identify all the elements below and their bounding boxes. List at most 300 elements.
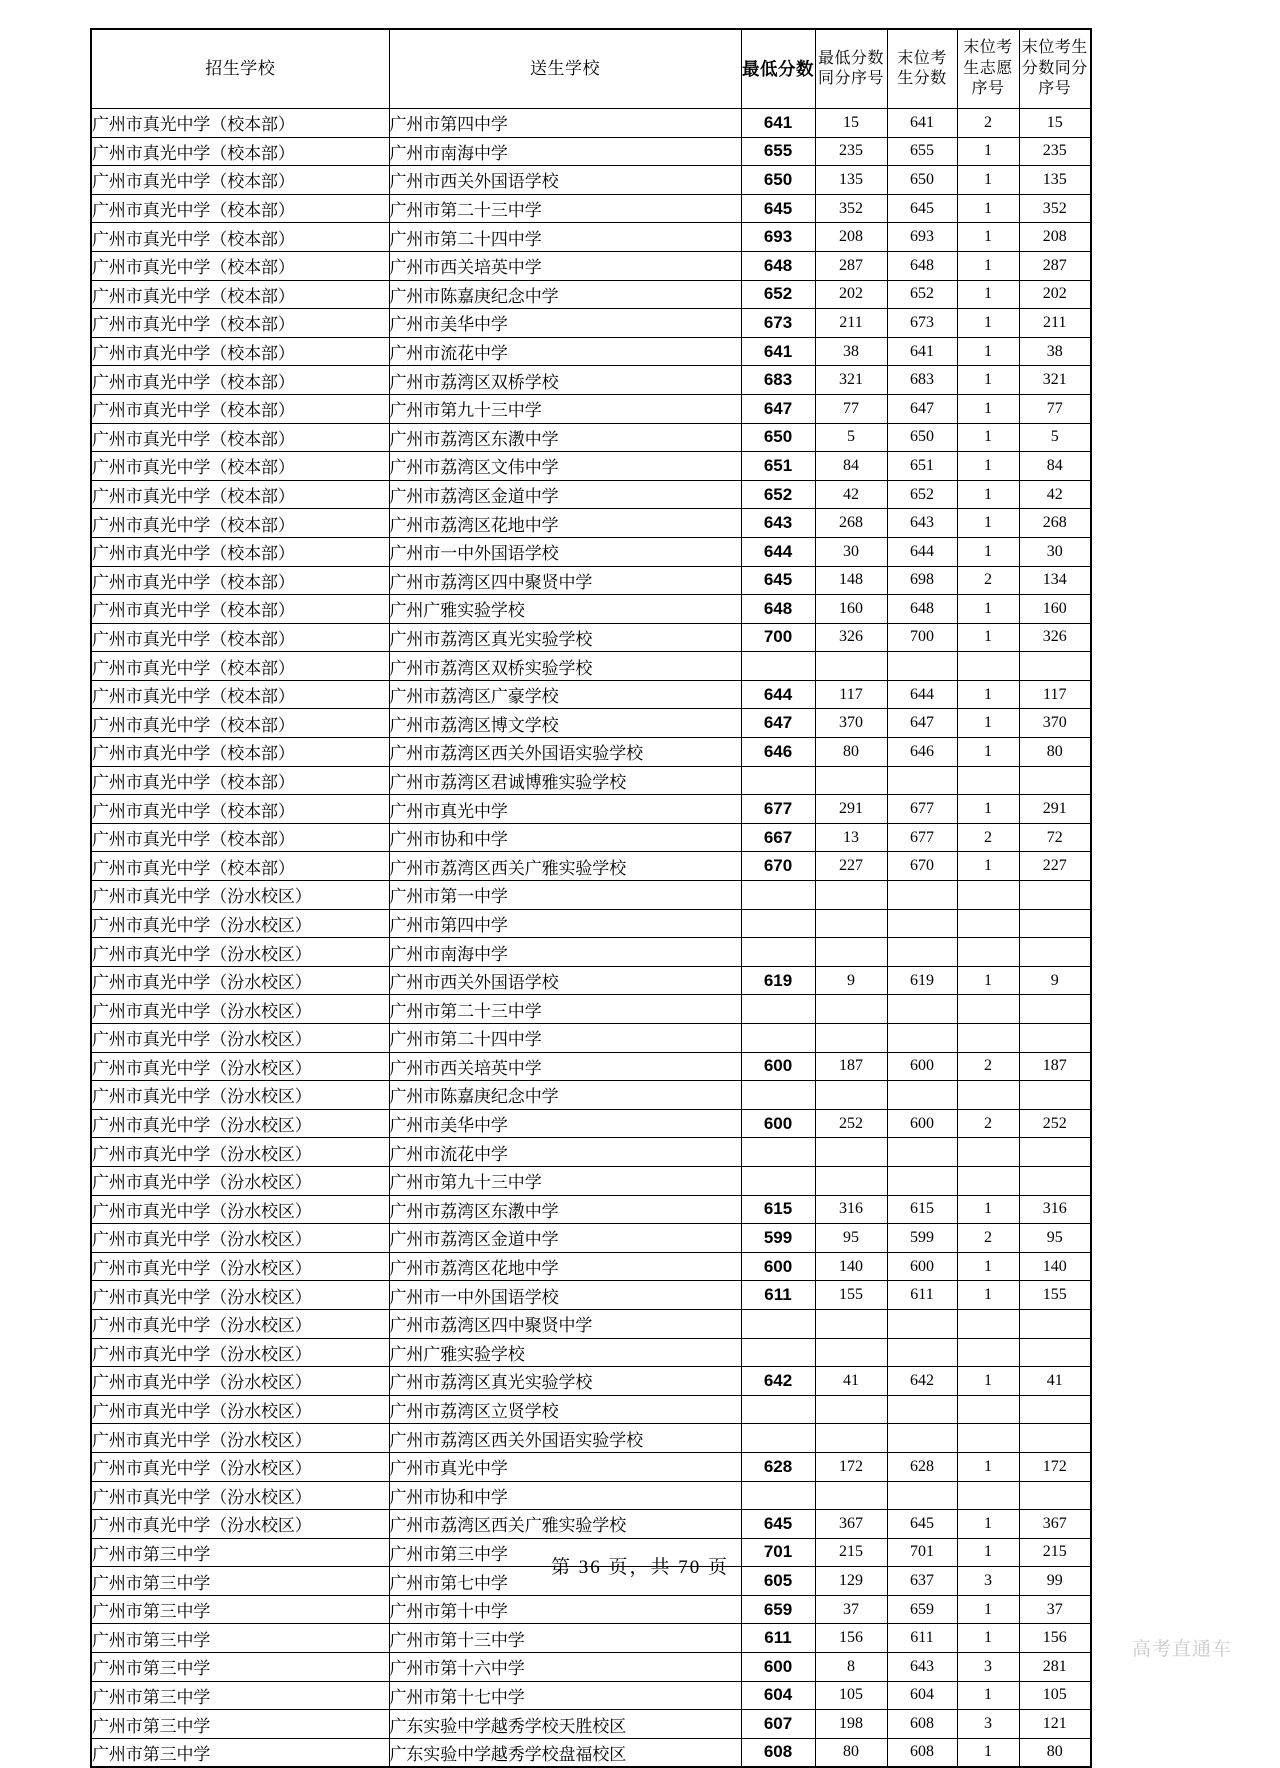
cell-last_student_same_rank: 105	[1019, 1681, 1091, 1710]
cell-admit_school: 广州市真光中学（汾水校区）	[91, 1309, 389, 1338]
table-row	[91, 938, 1091, 967]
table-row	[91, 1138, 1091, 1167]
cell-last_student_score: 643	[887, 509, 957, 538]
cell-last_student_wish_rank	[957, 1481, 1019, 1510]
table-row	[91, 1281, 1091, 1310]
cell-send_school: 广州市南海中学	[389, 938, 741, 967]
cell-last_student_wish_rank: 2	[957, 109, 1019, 138]
cell-last_student_same_rank: 316	[1019, 1195, 1091, 1224]
cell-last_student_wish_rank: 1	[957, 1281, 1019, 1310]
cell-min_score: 645	[741, 194, 815, 223]
table-row	[91, 652, 1091, 681]
cell-last_student_wish_rank: 1	[957, 595, 1019, 624]
cell-last_student_same_rank: 215	[1019, 1538, 1091, 1567]
cell-send_school: 广州市荔湾区金道中学	[389, 1224, 741, 1253]
cell-admit_school: 广州市真光中学（汾水校区）	[91, 938, 389, 967]
cell-send_school: 广州市流花中学	[389, 337, 741, 366]
cell-send_school: 广州市陈嘉庚纪念中学	[389, 1081, 741, 1110]
table-row	[91, 109, 1091, 138]
cell-min_score	[741, 1395, 815, 1424]
cell-min_score_same_rank: 9	[815, 966, 887, 995]
table-row	[91, 738, 1091, 767]
cell-min_score: 667	[741, 823, 815, 852]
cell-admit_school: 广州市真光中学（校本部）	[91, 652, 389, 681]
cell-send_school: 广州市第十六中学	[389, 1653, 741, 1682]
table-row	[91, 566, 1091, 595]
cell-last_student_wish_rank: 2	[957, 566, 1019, 595]
cell-last_student_score: 647	[887, 709, 957, 738]
table-row	[91, 1595, 1091, 1624]
cell-min_score_same_rank: 155	[815, 1281, 887, 1310]
cell-min_score_same_rank: 370	[815, 709, 887, 738]
cell-last_student_score	[887, 1138, 957, 1167]
cell-last_student_same_rank: 268	[1019, 509, 1091, 538]
cell-min_score_same_rank: 252	[815, 1109, 887, 1138]
cell-admit_school: 广州市第三中学	[91, 1710, 389, 1739]
cell-last_student_wish_rank	[957, 652, 1019, 681]
cell-last_student_score: 648	[887, 251, 957, 280]
cell-admit_school: 广州市真光中学（汾水校区）	[91, 1367, 389, 1396]
cell-min_score_same_rank	[815, 1309, 887, 1338]
cell-last_student_same_rank: 134	[1019, 566, 1091, 595]
cell-send_school: 广州市美华中学	[389, 1109, 741, 1138]
cell-last_student_same_rank: 117	[1019, 680, 1091, 709]
cell-min_score: 647	[741, 709, 815, 738]
table-row	[91, 623, 1091, 652]
table-row	[91, 909, 1091, 938]
cell-last_student_wish_rank: 1	[957, 1452, 1019, 1481]
cell-last_student_wish_rank: 1	[957, 680, 1019, 709]
cell-last_student_score: 645	[887, 194, 957, 223]
cell-last_student_same_rank: 80	[1019, 738, 1091, 767]
table-row	[91, 1081, 1091, 1110]
cell-min_score_same_rank	[815, 1424, 887, 1453]
cell-last_student_score: 647	[887, 394, 957, 423]
cell-last_student_same_rank: 5	[1019, 423, 1091, 452]
cell-admit_school: 广州市真光中学（汾水校区）	[91, 1195, 389, 1224]
cell-admit_school: 广州市真光中学（校本部）	[91, 309, 389, 338]
cell-send_school: 广州市第三中学	[389, 1538, 741, 1567]
cell-last_student_score: 648	[887, 595, 957, 624]
cell-admit_school: 广州市真光中学（校本部）	[91, 337, 389, 366]
table-row	[91, 1481, 1091, 1510]
cell-admit_school: 广州市真光中学（汾水校区）	[91, 1166, 389, 1195]
cell-last_student_score: 650	[887, 166, 957, 195]
column-header-last-student-same-rank: 末位考生分数同分序号	[1019, 29, 1091, 109]
cell-send_school: 广州市荔湾区花地中学	[389, 509, 741, 538]
cell-last_student_same_rank: 187	[1019, 1052, 1091, 1081]
cell-last_student_score: 677	[887, 823, 957, 852]
cell-last_student_score: 677	[887, 795, 957, 824]
cell-admit_school: 广州市真光中学（汾水校区）	[91, 1510, 389, 1539]
cell-min_score	[741, 1338, 815, 1367]
cell-last_student_same_rank: 352	[1019, 194, 1091, 223]
cell-send_school: 广州市第四中学	[389, 109, 741, 138]
cell-send_school: 广州市第十七中学	[389, 1681, 741, 1710]
cell-send_school: 广州市荔湾区西关外国语实验学校	[389, 1424, 741, 1453]
cell-admit_school: 广州市真光中学（校本部）	[91, 852, 389, 881]
table-row	[91, 337, 1091, 366]
cell-min_score: 647	[741, 394, 815, 423]
cell-last_student_same_rank: 30	[1019, 537, 1091, 566]
cell-last_student_wish_rank: 3	[957, 1710, 1019, 1739]
cell-last_student_score	[887, 995, 957, 1024]
cell-admit_school: 广州市第三中学	[91, 1681, 389, 1710]
cell-send_school: 广州市真光中学	[389, 795, 741, 824]
cell-admit_school: 广州市真光中学（汾水校区）	[91, 1024, 389, 1053]
cell-send_school: 广州市流花中学	[389, 1138, 741, 1167]
cell-last_student_score: 644	[887, 537, 957, 566]
cell-last_student_wish_rank: 1	[957, 1624, 1019, 1653]
table-row	[91, 509, 1091, 538]
cell-last_student_wish_rank	[957, 1424, 1019, 1453]
cell-send_school: 广州市协和中学	[389, 823, 741, 852]
cell-send_school: 广州市荔湾区西关广雅实验学校	[389, 1510, 741, 1539]
cell-admit_school: 广州市第三中学	[91, 1624, 389, 1653]
table-row	[91, 852, 1091, 881]
cell-last_student_wish_rank: 1	[957, 366, 1019, 395]
cell-last_student_score: 608	[887, 1710, 957, 1739]
cell-admit_school: 广州市真光中学（汾水校区）	[91, 1481, 389, 1510]
cell-last_student_wish_rank: 1	[957, 280, 1019, 309]
cell-last_student_wish_rank: 1	[957, 394, 1019, 423]
table-header-row	[91, 29, 1091, 109]
cell-send_school: 广州市第十中学	[389, 1595, 741, 1624]
cell-last_student_score: 611	[887, 1624, 957, 1653]
cell-last_student_same_rank: 155	[1019, 1281, 1091, 1310]
cell-last_student_score	[887, 938, 957, 967]
table-header	[91, 29, 1091, 109]
cell-min_score_same_rank: 352	[815, 194, 887, 223]
cell-admit_school: 广州市真光中学（校本部）	[91, 738, 389, 767]
cell-admit_school: 广州市真光中学（校本部）	[91, 680, 389, 709]
cell-min_score: 650	[741, 423, 815, 452]
cell-min_score	[741, 1166, 815, 1195]
cell-min_score: 641	[741, 337, 815, 366]
cell-last_student_same_rank: 367	[1019, 1510, 1091, 1539]
cell-min_score_same_rank: 13	[815, 823, 887, 852]
cell-min_score	[741, 652, 815, 681]
cell-min_score_same_rank: 160	[815, 595, 887, 624]
cell-last_student_same_rank: 281	[1019, 1653, 1091, 1682]
cell-last_student_score: 615	[887, 1195, 957, 1224]
cell-min_score_same_rank: 140	[815, 1252, 887, 1281]
column-header-last-student-wish-rank: 末位考生志愿序号	[957, 29, 1019, 109]
cell-min_score: 600	[741, 1252, 815, 1281]
cell-last_student_same_rank: 42	[1019, 480, 1091, 509]
cell-last_student_wish_rank	[957, 938, 1019, 967]
cell-last_student_score	[887, 1166, 957, 1195]
cell-min_score	[741, 1024, 815, 1053]
cell-send_school: 广州市荔湾区君诚博雅实验学校	[389, 766, 741, 795]
cell-min_score_same_rank: 187	[815, 1052, 887, 1081]
cell-admit_school: 广州市真光中学（校本部）	[91, 823, 389, 852]
cell-min_score_same_rank: 105	[815, 1681, 887, 1710]
cell-admit_school: 广州市真光中学（汾水校区）	[91, 1338, 389, 1367]
cell-last_student_wish_rank: 3	[957, 1653, 1019, 1682]
cell-min_score_same_rank: 215	[815, 1538, 887, 1567]
cell-last_student_same_rank: 172	[1019, 1452, 1091, 1481]
table-row	[91, 1024, 1091, 1053]
cell-last_student_wish_rank: 1	[957, 1195, 1019, 1224]
cell-last_student_score: 659	[887, 1595, 957, 1624]
page-footer: 第 36 页，共 70 页	[550, 1557, 729, 1578]
table-row	[91, 795, 1091, 824]
cell-admit_school: 广州市真光中学（汾水校区）	[91, 1081, 389, 1110]
cell-min_score_same_rank: 80	[815, 1738, 887, 1767]
cell-admit_school: 广州市真光中学（汾水校区）	[91, 1281, 389, 1310]
cell-last_student_score	[887, 1424, 957, 1453]
table-row	[91, 995, 1091, 1024]
table-row	[91, 1395, 1091, 1424]
table-row	[91, 766, 1091, 795]
table-row	[91, 137, 1091, 166]
cell-min_score_same_rank	[815, 881, 887, 910]
cell-last_student_score: 641	[887, 109, 957, 138]
cell-send_school: 广州市荔湾区金道中学	[389, 480, 741, 509]
cell-last_student_score	[887, 1024, 957, 1053]
cell-send_school: 广州市荔湾区四中聚贤中学	[389, 1309, 741, 1338]
cell-last_student_wish_rank	[957, 766, 1019, 795]
cell-send_school: 广州市第二十三中学	[389, 194, 741, 223]
table-row	[91, 394, 1091, 423]
cell-min_score: 701	[741, 1538, 815, 1567]
cell-last_student_same_rank	[1019, 1309, 1091, 1338]
cell-send_school: 广州市第九十三中学	[389, 394, 741, 423]
cell-min_score	[741, 1081, 815, 1110]
table-row	[91, 823, 1091, 852]
cell-send_school: 广州市西关外国语学校	[389, 166, 741, 195]
cell-min_score: 619	[741, 966, 815, 995]
cell-last_student_wish_rank: 1	[957, 309, 1019, 338]
cell-send_school: 广州市西关培英中学	[389, 251, 741, 280]
cell-last_student_same_rank: 121	[1019, 1710, 1091, 1739]
cell-admit_school: 广州市真光中学（汾水校区）	[91, 1452, 389, 1481]
cell-min_score_same_rank	[815, 1338, 887, 1367]
cell-min_score_same_rank	[815, 938, 887, 967]
cell-last_student_score: 600	[887, 1052, 957, 1081]
cell-last_student_wish_rank: 1	[957, 1538, 1019, 1567]
cell-last_student_score: 652	[887, 280, 957, 309]
cell-last_student_wish_rank	[957, 1338, 1019, 1367]
cell-min_score_same_rank: 135	[815, 166, 887, 195]
cell-send_school: 广州市荔湾区立贤学校	[389, 1395, 741, 1424]
cell-admit_school: 广州市真光中学（校本部）	[91, 394, 389, 423]
cell-min_score: 655	[741, 137, 815, 166]
cell-admit_school: 广州市真光中学（汾水校区）	[91, 1109, 389, 1138]
cell-min_score_same_rank	[815, 766, 887, 795]
cell-last_student_same_rank: 95	[1019, 1224, 1091, 1253]
cell-min_score: 615	[741, 1195, 815, 1224]
cell-admit_school: 广州市第三中学	[91, 1538, 389, 1567]
cell-min_score_same_rank: 211	[815, 309, 887, 338]
cell-min_score_same_rank: 42	[815, 480, 887, 509]
cell-min_score_same_rank: 172	[815, 1452, 887, 1481]
table-row	[91, 1510, 1091, 1539]
cell-min_score_same_rank: 84	[815, 452, 887, 481]
cell-last_student_wish_rank	[957, 1309, 1019, 1338]
cell-min_score_same_rank: 77	[815, 394, 887, 423]
cell-last_student_score: 600	[887, 1109, 957, 1138]
cell-last_student_same_rank: 77	[1019, 394, 1091, 423]
cell-send_school: 广州广雅实验学校	[389, 595, 741, 624]
cell-min_score_same_rank: 8	[815, 1653, 887, 1682]
cell-last_student_score: 683	[887, 366, 957, 395]
cell-send_school: 广州市荔湾区双桥实验学校	[389, 652, 741, 681]
cell-admit_school: 广州市真光中学（汾水校区）	[91, 1052, 389, 1081]
cell-last_student_wish_rank: 1	[957, 738, 1019, 767]
cell-min_score: 648	[741, 595, 815, 624]
cell-admit_school: 广州市真光中学（汾水校区）	[91, 1252, 389, 1281]
cell-admit_school: 广州市真光中学（校本部）	[91, 623, 389, 652]
cell-admit_school: 广州市真光中学（汾水校区）	[91, 1395, 389, 1424]
cell-min_score: 650	[741, 166, 815, 195]
cell-send_school: 广州市第二十四中学	[389, 1024, 741, 1053]
cell-min_score_same_rank	[815, 1481, 887, 1510]
cell-send_school: 广东实验中学越秀学校天胜校区	[389, 1710, 741, 1739]
cell-admit_school: 广州市真光中学（校本部）	[91, 537, 389, 566]
cell-last_student_same_rank: 80	[1019, 1738, 1091, 1767]
table-row	[91, 223, 1091, 252]
cell-min_score_same_rank: 316	[815, 1195, 887, 1224]
cell-min_score: 641	[741, 109, 815, 138]
cell-min_score: 652	[741, 280, 815, 309]
cell-send_school: 广州市荔湾区真光实验学校	[389, 623, 741, 652]
cell-min_score: 642	[741, 1367, 815, 1396]
cell-last_student_wish_rank	[957, 909, 1019, 938]
cell-min_score	[741, 938, 815, 967]
cell-last_student_wish_rank: 1	[957, 623, 1019, 652]
cell-min_score_same_rank	[815, 1081, 887, 1110]
cell-admit_school: 广州市真光中学（校本部）	[91, 480, 389, 509]
cell-last_student_wish_rank	[957, 881, 1019, 910]
table-row	[91, 423, 1091, 452]
table-row	[91, 480, 1091, 509]
cell-last_student_same_rank	[1019, 1481, 1091, 1510]
cell-min_score	[741, 1138, 815, 1167]
cell-last_student_wish_rank: 3	[957, 1567, 1019, 1596]
cell-last_student_score: 646	[887, 738, 957, 767]
table-row	[91, 1252, 1091, 1281]
cell-last_student_same_rank: 227	[1019, 852, 1091, 881]
cell-min_score: 645	[741, 566, 815, 595]
cell-last_student_score: 644	[887, 680, 957, 709]
cell-admit_school: 广州市真光中学（校本部）	[91, 452, 389, 481]
cell-last_student_score: 611	[887, 1281, 957, 1310]
cell-send_school: 广州市第七中学	[389, 1567, 741, 1596]
cell-min_score: 646	[741, 738, 815, 767]
cell-min_score: 607	[741, 1710, 815, 1739]
table-row	[91, 1424, 1091, 1453]
table-row	[91, 1710, 1091, 1739]
cell-send_school: 广州市一中外国语学校	[389, 1281, 741, 1310]
cell-min_score_same_rank: 117	[815, 680, 887, 709]
cell-last_student_wish_rank: 1	[957, 137, 1019, 166]
cell-min_score: 673	[741, 309, 815, 338]
table-row	[91, 1166, 1091, 1195]
cell-last_student_wish_rank: 1	[957, 480, 1019, 509]
cell-last_student_wish_rank: 1	[957, 194, 1019, 223]
cell-last_student_score: 619	[887, 966, 957, 995]
table-row	[91, 280, 1091, 309]
cell-last_student_score: 643	[887, 1653, 957, 1682]
cell-last_student_score: 650	[887, 423, 957, 452]
cell-last_student_same_rank	[1019, 1081, 1091, 1110]
cell-last_student_same_rank: 15	[1019, 109, 1091, 138]
cell-min_score: 600	[741, 1052, 815, 1081]
cell-last_student_wish_rank: 1	[957, 852, 1019, 881]
table-row	[91, 1738, 1091, 1767]
cell-min_score_same_rank	[815, 909, 887, 938]
cell-last_student_same_rank: 370	[1019, 709, 1091, 738]
table-row	[91, 1109, 1091, 1138]
cell-admit_school: 广州市第三中学	[91, 1738, 389, 1767]
cell-min_score: 644	[741, 680, 815, 709]
cell-min_score	[741, 766, 815, 795]
cell-min_score_same_rank: 156	[815, 1624, 887, 1653]
cell-last_student_same_rank	[1019, 1395, 1091, 1424]
column-header-min-score-same-rank: 最低分数同分序号	[815, 29, 887, 109]
cell-admit_school: 广州市真光中学（校本部）	[91, 251, 389, 280]
cell-send_school: 广州广雅实验学校	[389, 1338, 741, 1367]
cell-admit_school: 广州市真光中学（校本部）	[91, 423, 389, 452]
cell-send_school: 广州市荔湾区四中聚贤中学	[389, 566, 741, 595]
cell-min_score_same_rank	[815, 1138, 887, 1167]
cell-last_student_score	[887, 1081, 957, 1110]
cell-min_score_same_rank: 268	[815, 509, 887, 538]
cell-min_score: 677	[741, 795, 815, 824]
cell-min_score: 628	[741, 1452, 815, 1481]
cell-send_school: 广州市荔湾区西关广雅实验学校	[389, 852, 741, 881]
cell-last_student_same_rank	[1019, 909, 1091, 938]
cell-send_school: 广州市第二十四中学	[389, 223, 741, 252]
table-row	[91, 1195, 1091, 1224]
cell-last_student_score	[887, 766, 957, 795]
cell-admit_school: 广州市真光中学（校本部）	[91, 137, 389, 166]
cell-send_school: 广州市第二十三中学	[389, 995, 741, 1024]
cell-min_score: 648	[741, 251, 815, 280]
table-row	[91, 366, 1091, 395]
table-row	[91, 709, 1091, 738]
cell-last_student_same_rank: 160	[1019, 595, 1091, 624]
cell-admit_school: 广州市真光中学（汾水校区）	[91, 881, 389, 910]
cell-min_score_same_rank: 235	[815, 137, 887, 166]
cell-last_student_score	[887, 652, 957, 681]
cell-last_student_same_rank: 41	[1019, 1367, 1091, 1396]
cell-last_student_score: 698	[887, 566, 957, 595]
cell-min_score: 605	[741, 1567, 815, 1596]
cell-last_student_score: 599	[887, 1224, 957, 1253]
cell-last_student_score: 642	[887, 1367, 957, 1396]
cell-last_student_score: 655	[887, 137, 957, 166]
cell-min_score_same_rank: 95	[815, 1224, 887, 1253]
cell-last_student_same_rank: 211	[1019, 309, 1091, 338]
watermark-label: 高考直通车	[1131, 1639, 1232, 1660]
cell-send_school: 广州市第四中学	[389, 909, 741, 938]
table-row	[91, 1681, 1091, 1710]
cell-last_student_wish_rank: 2	[957, 1052, 1019, 1081]
cell-min_score	[741, 909, 815, 938]
cell-last_student_same_rank: 202	[1019, 280, 1091, 309]
table-row	[91, 537, 1091, 566]
cell-last_student_wish_rank: 2	[957, 1224, 1019, 1253]
cell-last_student_same_rank: 72	[1019, 823, 1091, 852]
cell-admit_school: 广州市真光中学（校本部）	[91, 709, 389, 738]
table-row	[91, 1367, 1091, 1396]
cell-admit_school: 广州市第三中学	[91, 1595, 389, 1624]
cell-min_score_same_rank: 326	[815, 623, 887, 652]
table-row	[91, 1452, 1091, 1481]
